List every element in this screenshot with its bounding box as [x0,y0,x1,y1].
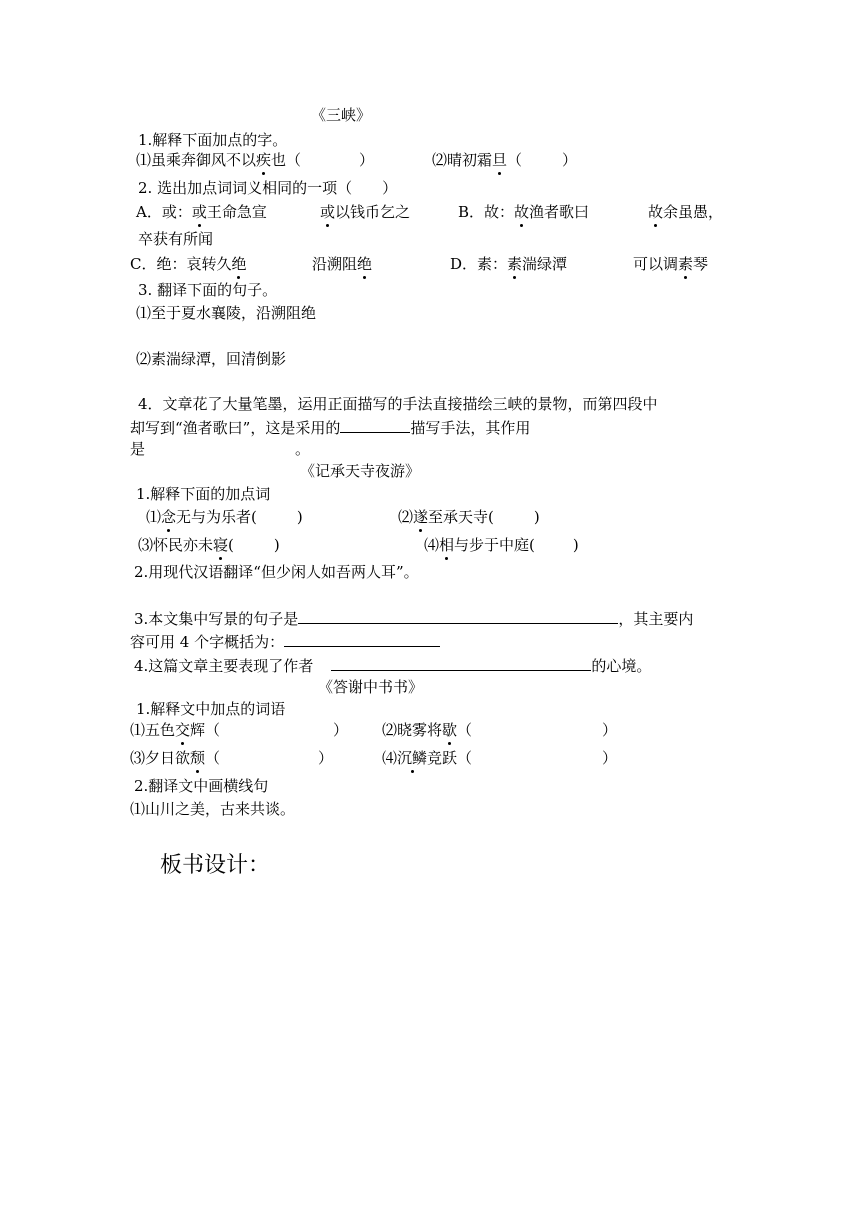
question-1b: ⑵晴初霜旦（ ） [432,151,578,169]
dotted-char: 念 [161,508,177,526]
option-a: A．或：或王命急宣 [136,203,267,221]
dotted-char: 寝 [213,536,229,554]
option-c: C．绝：哀转久绝 [130,255,247,273]
dotted-char: 或 [320,203,336,221]
question-3-heading: 3. 翻译下面的句子。 [138,281,278,299]
section-title-chengtiansi: 《记承天寺夜游》 [300,462,421,480]
question-4-line2: 却写到“渔者歌曰”，这是采用的 描写手法，其作用 [130,416,530,438]
dotted-char: 素 [507,255,523,273]
answer-blank[interactable] [331,654,591,671]
dotted-char: 颓 [190,749,206,767]
dotted-char: 故 [514,203,530,221]
dotted-char: 或 [191,203,207,221]
dotted-char: 旦 [492,151,508,169]
question-3-line2: 容可用 4 个字概括为： [130,630,440,652]
option-c-second: 沿溯阻绝 [312,255,373,273]
answer-blank[interactable] [298,607,618,624]
question-1c: ⑶夕日欲颓（ ） [130,749,334,767]
question-4-line1: 4．文章花了大量笔墨，运用正面描写的手法直接描绘三峡的景物，而第四段中 [138,395,658,413]
option-b-continued: 卒获有所闻 [138,230,214,248]
question-4-line3: 是 。 [130,440,311,458]
question-1-heading: 1.解释文中加点的词语 [136,700,286,718]
question-1b: ⑵遂至承天寺( ) [398,508,540,526]
question-1-heading: 1.解释下面加点的字。 [138,131,288,149]
question-1-heading: 1.解释下面的加点词 [136,485,271,503]
question-1a: ⑴虽乘奔御风不以疾也（ ） [136,151,375,169]
dotted-char: 绝 [357,255,373,273]
question-4: 4.这篇文章主要表现了作者 的心境。 [134,654,651,676]
question-1d: ⑷沉鳞竞跃（ ） [382,749,618,767]
question-1a: ⑴念无与为乐者( ) [146,508,303,526]
dotted-char: 绝 [231,255,247,273]
option-a-second: 或以钱币乞之 [320,203,411,221]
question-1c: ⑶怀民亦未寝( ) [138,536,280,554]
question-2: 2.用现代汉语翻译“但少闲人如吾两人耳”。 [134,563,419,581]
board-design-label: 板书设计： [160,853,271,878]
answer-blank[interactable] [284,630,440,647]
question-1a: ⑴五色交辉（ ） [130,721,349,739]
section-title-xieshu: 《答谢中书书》 [318,678,424,696]
question-3-line1: 3.本文集中写景的句子是 ，其主要内 [134,607,693,629]
section-title-sanxia: 《三峡》 [311,106,372,124]
dotted-char: 沉鳞 [397,749,428,767]
question-3-1: ⑴至于夏水襄陵，沿溯阻绝 [136,304,317,322]
dotted-char: 歇 [442,721,458,739]
option-d: D．素：素湍绿潭 [450,255,568,273]
dotted-char: 素 [678,255,694,273]
answer-blank[interactable] [340,416,410,433]
option-b: B．故：故渔者歌曰 [458,203,590,221]
question-1b: ⑵晓雾将歇（ ） [382,721,618,739]
dotted-char: 相 [439,536,455,554]
dotted-char: 疾 [256,151,272,169]
question-2-1: ⑴山川之美，古来共谈。 [130,800,296,818]
dotted-char: 遂 [413,508,429,526]
question-1d: ⑷相与步于中庭( ) [424,536,579,554]
dotted-char: 故 [648,203,664,221]
dotted-char: 交 [175,721,191,739]
question-2-heading: 2. 选出加点词词义相同的一项（ ） [138,179,398,197]
option-b-second: 故余虽愚， [648,203,724,221]
question-3-2: ⑵素湍绿潭，回清倒影 [136,350,287,368]
option-d-second: 可以调素琴 [633,255,709,273]
question-2-heading: 2.翻译文中画横线句 [134,777,269,795]
